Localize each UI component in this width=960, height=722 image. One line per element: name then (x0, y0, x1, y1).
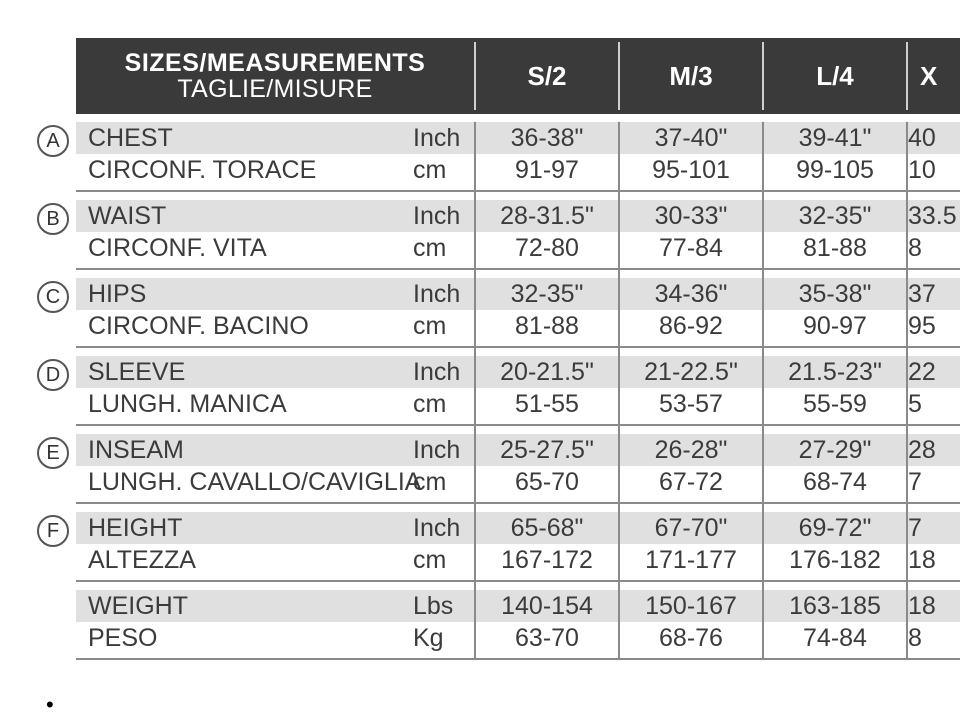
row-value-cell: 171-177 (645, 546, 737, 574)
row-value-cell: 21.5-23" (788, 358, 882, 386)
row-value-cell: 140-154 (501, 592, 593, 620)
group-separator (76, 268, 960, 270)
header-size-xl: X (920, 60, 938, 91)
row-value-cell: 150-167 (645, 592, 737, 620)
row-value-cell: 21-22.5" (644, 358, 738, 386)
row-measure-name: LUNGH. MANICA (88, 390, 287, 418)
column-divider (906, 122, 908, 660)
row-unit: Kg (413, 624, 444, 652)
table-row (76, 512, 960, 544)
row-value-cell: 36-38" (510, 124, 584, 152)
row-value-cell: 18 (908, 592, 936, 620)
row-measure-name: ALTEZZA (88, 546, 196, 574)
row-measure-name: HIPS (88, 280, 147, 308)
row-value-cell: 26-28" (654, 436, 728, 464)
row-unit: cm (413, 390, 447, 418)
table-row (76, 622, 960, 654)
row-value-cell: 39-41" (798, 124, 872, 152)
row-value-cell: 20-21.5" (500, 358, 594, 386)
table-row (76, 200, 960, 232)
row-value-cell: 53-57 (659, 390, 723, 418)
row-measure-name: HEIGHT (88, 514, 183, 542)
row-value-cell: 40 (908, 124, 936, 152)
table-row (76, 590, 960, 622)
table-row (76, 466, 960, 498)
row-unit: Inch (413, 514, 461, 542)
column-divider (474, 122, 476, 660)
table-row (76, 388, 960, 420)
group-separator (76, 424, 960, 426)
row-value-cell: 176-182 (789, 546, 881, 574)
row-value-cell: 74-84 (803, 624, 867, 652)
row-value-cell: 63-70 (515, 624, 579, 652)
table-row (76, 310, 960, 342)
row-value-cell: 10 (908, 156, 936, 184)
row-unit: Inch (413, 280, 461, 308)
header-title-it: TAGLIE/MISURE (177, 75, 373, 103)
header-size-s: S/2 (527, 60, 567, 91)
footnote-bullet: • (46, 692, 54, 717)
row-value-cell: 72-80 (515, 234, 579, 262)
table-row (76, 154, 960, 186)
header-label-cell (76, 38, 474, 114)
row-value-cell: 90-97 (803, 312, 867, 340)
row-value-cell: 95 (908, 312, 936, 340)
row-unit: cm (413, 546, 447, 574)
table-header (76, 38, 960, 114)
row-unit: cm (413, 468, 447, 496)
row-unit: Inch (413, 358, 461, 386)
row-value-cell: 28-31.5" (500, 202, 594, 230)
row-value-cell: 7 (908, 514, 922, 542)
row-value-cell: 68-76 (659, 624, 723, 652)
row-value-cell: 8 (908, 624, 922, 652)
measurement-letter-badge: F (37, 515, 69, 547)
row-value-cell: 8 (908, 234, 922, 262)
table-row (76, 122, 960, 154)
row-value-cell: 27-29" (798, 436, 872, 464)
column-divider (762, 122, 764, 660)
table-row (76, 232, 960, 264)
row-value-cell: 32-35" (798, 202, 872, 230)
table-row (76, 356, 960, 388)
measurement-letter-badge: C (37, 281, 69, 313)
row-value-cell: 81-88 (803, 234, 867, 262)
row-measure-name: CIRCONF. TORACE (88, 156, 317, 184)
row-value-cell: 81-88 (515, 312, 579, 340)
row-unit: Inch (413, 436, 461, 464)
row-value-cell: 65-68" (510, 514, 584, 542)
row-value-cell: 25-27.5" (500, 436, 594, 464)
row-value-cell: 34-36" (654, 280, 728, 308)
row-value-cell: 33.5 (908, 202, 957, 230)
row-measure-name: WEIGHT (88, 592, 188, 620)
row-value-cell: 7 (908, 468, 922, 496)
row-value-cell: 65-70 (515, 468, 579, 496)
row-unit: Inch (413, 202, 461, 230)
measurement-letter-badge: B (37, 203, 69, 235)
group-separator (76, 346, 960, 348)
measurement-letter-badge: A (37, 125, 69, 157)
table-row (76, 434, 960, 466)
row-measure-name: SLEEVE (88, 358, 186, 386)
row-value-cell: 28 (908, 436, 936, 464)
table-row (76, 544, 960, 576)
row-unit: cm (413, 156, 447, 184)
header-size-l: L/4 (816, 60, 854, 91)
row-value-cell: 167-172 (501, 546, 593, 574)
row-value-cell: 55-59 (803, 390, 867, 418)
row-measure-name: CIRCONF. VITA (88, 234, 267, 262)
row-value-cell: 91-97 (515, 156, 579, 184)
row-value-cell: 95-101 (652, 156, 730, 184)
measurement-letter-badge: D (37, 359, 69, 391)
row-value-cell: 67-72 (659, 468, 723, 496)
group-separator (76, 580, 960, 582)
row-value-cell: 37 (908, 280, 936, 308)
row-unit: cm (413, 312, 447, 340)
row-measure-name: PESO (88, 624, 158, 652)
row-value-cell: 77-84 (659, 234, 723, 262)
table-row (76, 278, 960, 310)
row-value-cell: 99-105 (796, 156, 874, 184)
header-size-m: M/3 (669, 60, 713, 91)
row-value-cell: 30-33" (654, 202, 728, 230)
row-value-cell: 37-40" (654, 124, 728, 152)
row-value-cell: 22 (908, 358, 936, 386)
row-value-cell: 69-72" (798, 514, 872, 542)
row-measure-name: INSEAM (88, 436, 184, 464)
row-value-cell: 5 (908, 390, 922, 418)
group-separator (76, 502, 960, 504)
row-unit: Lbs (413, 592, 454, 620)
row-measure-name: WAIST (88, 202, 167, 230)
group-separator (76, 658, 960, 660)
row-value-cell: 32-35" (510, 280, 584, 308)
row-value-cell: 68-74 (803, 468, 867, 496)
row-measure-name: CIRCONF. BACINO (88, 312, 309, 340)
row-measure-name: LUNGH. CAVALLO/CAVIGLIA (88, 468, 422, 496)
row-value-cell: 67-70" (654, 514, 728, 542)
row-value-cell: 18 (908, 546, 936, 574)
header-title-en: SIZES/MEASUREMENTS (124, 48, 426, 77)
row-value-cell: 51-55 (515, 390, 579, 418)
row-value-cell: 86-92 (659, 312, 723, 340)
row-value-cell: 35-38" (798, 280, 872, 308)
measurement-letter-badge: E (37, 437, 69, 469)
row-measure-name: CHEST (88, 124, 173, 152)
row-unit: Inch (413, 124, 461, 152)
row-unit: cm (413, 234, 447, 262)
row-value-cell: 163-185 (789, 592, 881, 620)
group-separator (76, 190, 960, 192)
column-divider (618, 122, 620, 660)
